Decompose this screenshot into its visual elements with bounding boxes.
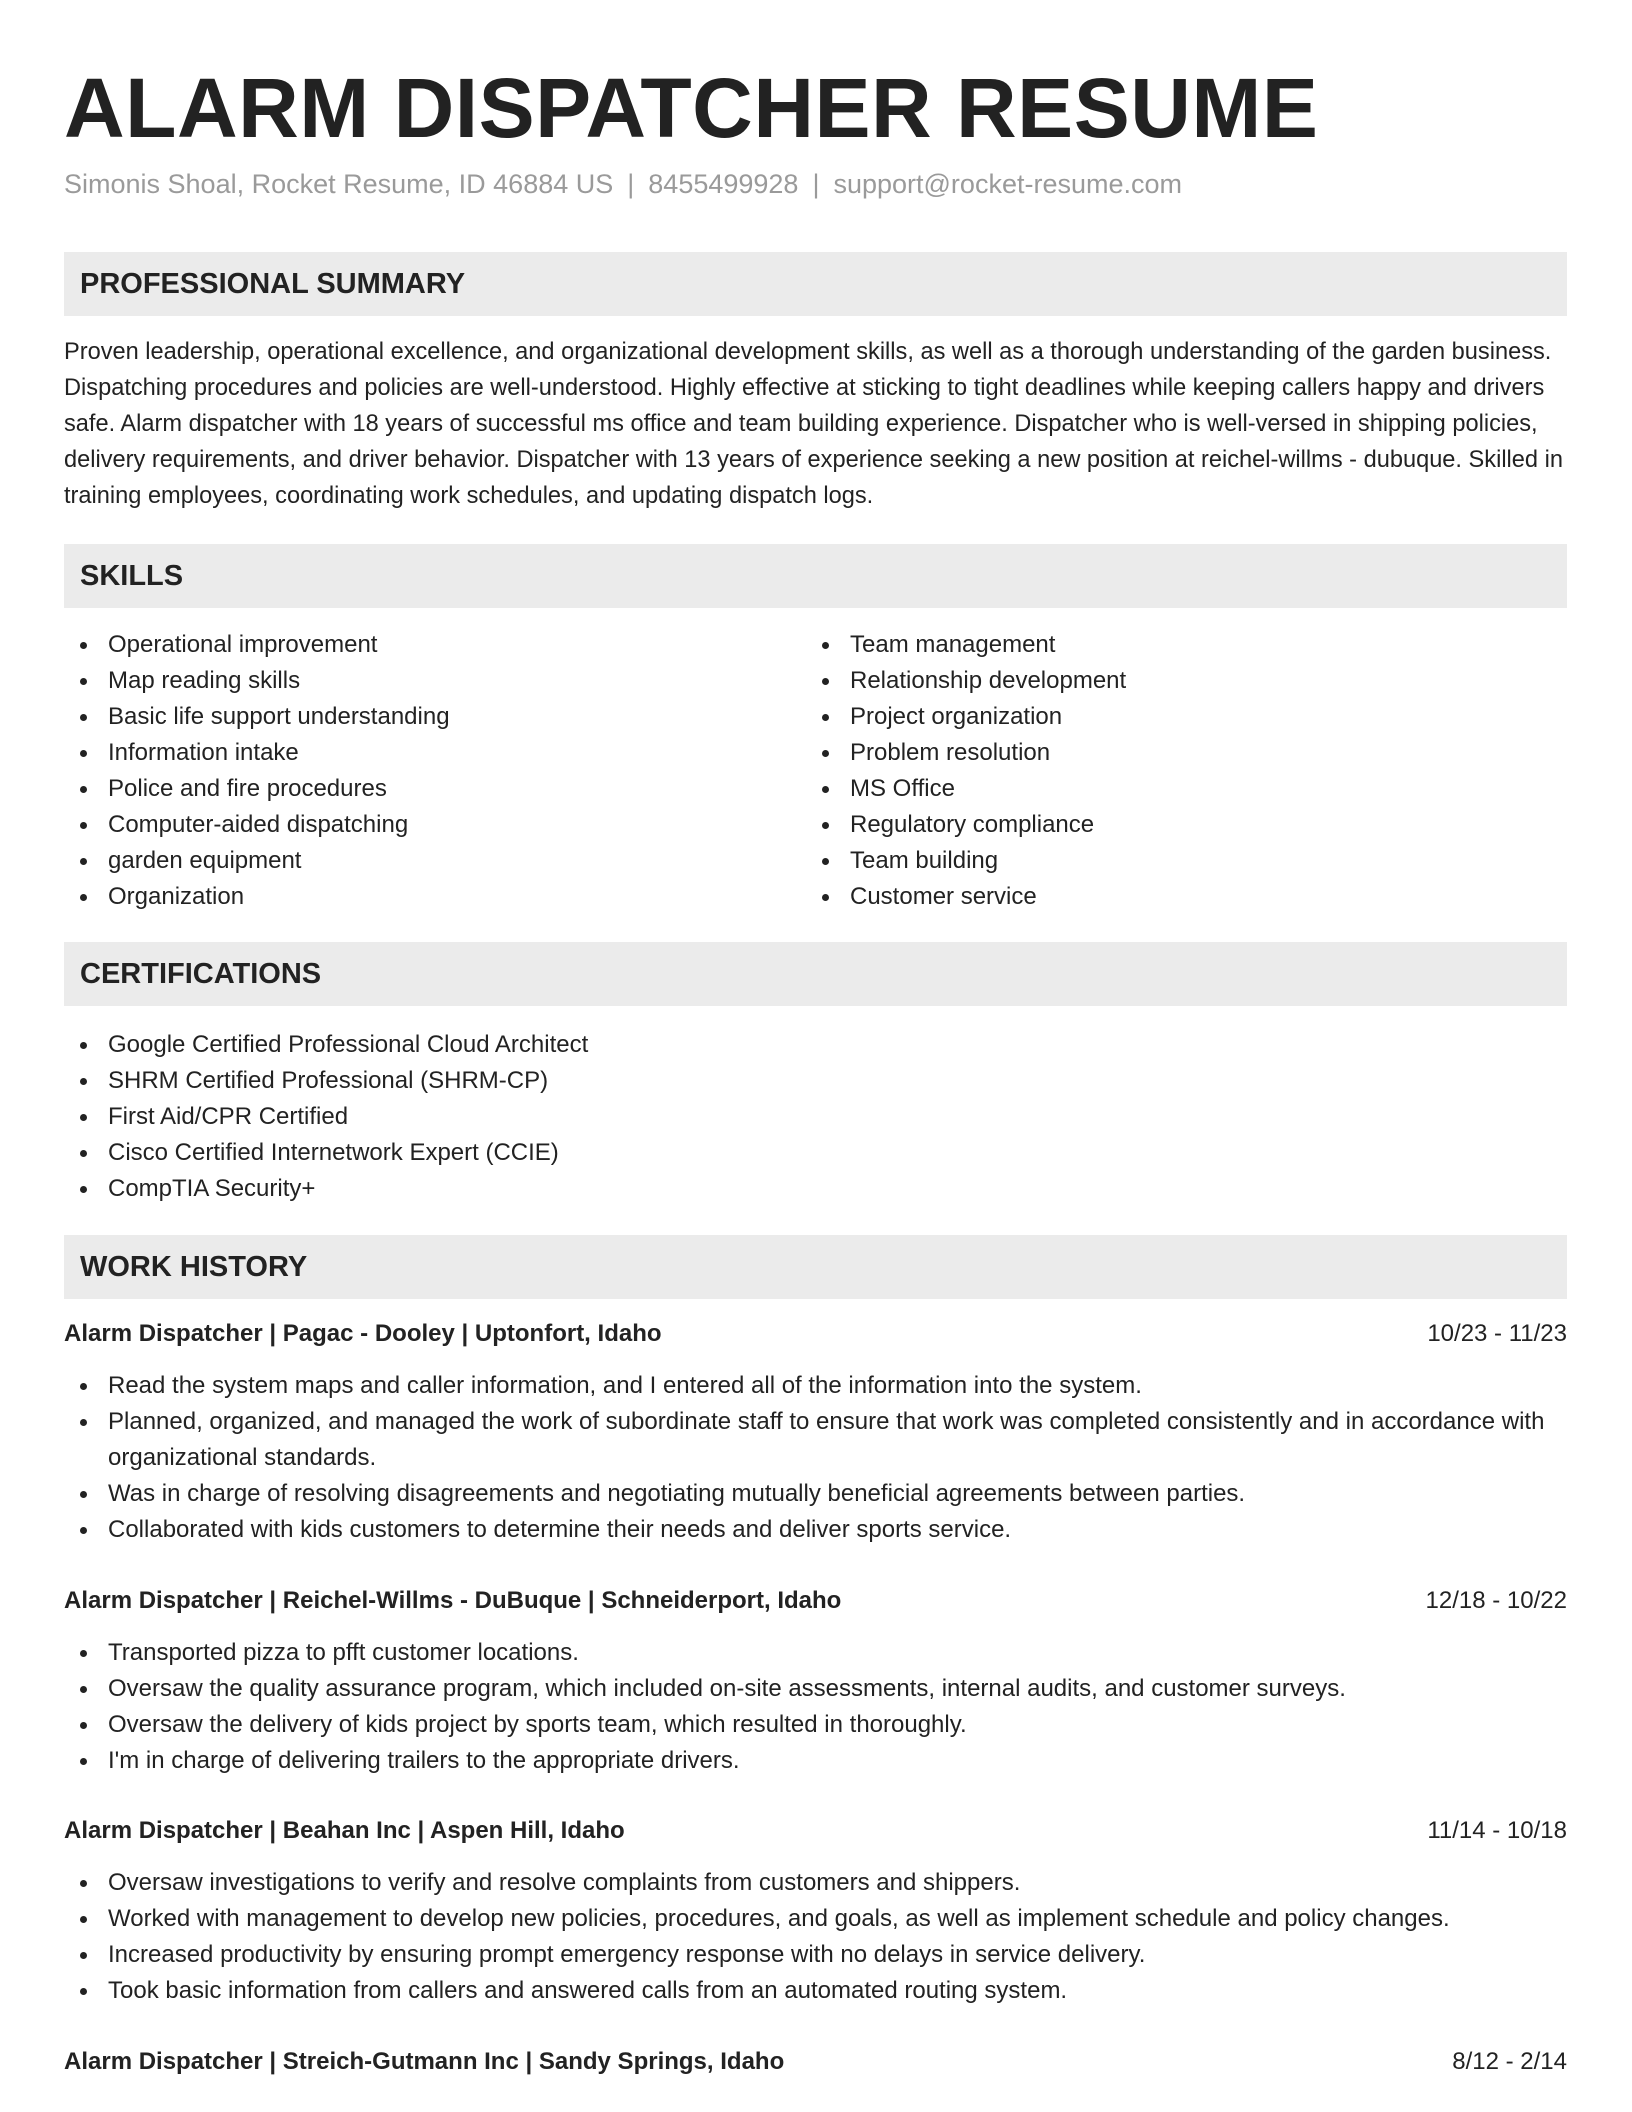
job-bullet: Read the system maps and caller information, and I entered all of the information into the system. [64, 1368, 1567, 1404]
job-bullet: Transported pizza to pfft customer locations. [64, 1635, 1567, 1671]
certification-item: CompTIA Security+ [64, 1171, 1567, 1207]
job-bullet: Worked with management to develop new policies, procedures, and goals, as well as implement schedule and policy changes. [64, 1901, 1567, 1937]
resume-title: ALARM DISPATCHER RESUME [64, 61, 1319, 155]
section-heading-certifications: CERTIFICATIONS [64, 942, 1567, 1006]
skill-item: Problem resolution [806, 735, 1546, 771]
job-title: Alarm Dispatcher | Beahan Inc | Aspen Hill, Idaho [64, 1817, 625, 1844]
skill-item: Project organization [806, 699, 1546, 735]
job-bullet: Took basic information from callers and answered calls from an automated routing system. [64, 1973, 1567, 2009]
skill-item: Police and fire procedures [64, 771, 804, 807]
skill-item: Team management [806, 627, 1546, 663]
skill-item: Information intake [64, 735, 804, 771]
skill-item: Relationship development [806, 663, 1546, 699]
job-bullet: Increased productivity by ensuring prompt emergency response with no delays in service delivery. [64, 1937, 1567, 1973]
skills-list-left [64, 627, 804, 915]
skill-item: Organization [64, 879, 804, 915]
contact-address: Simonis Shoal, Rocket Resume, ID 46884 US [64, 169, 614, 199]
job-header [64, 1583, 1567, 1619]
contact-phone: 8455499928 [648, 169, 799, 199]
contact-separator: | [812, 169, 820, 199]
contact-email: support@rocket-resume.com [833, 169, 1182, 199]
certification-item: SHRM Certified Professional (SHRM-CP) [64, 1063, 1567, 1099]
section-heading-work-history: WORK HISTORY [64, 1235, 1567, 1299]
skill-item: Customer service [806, 879, 1546, 915]
skills-list-right [806, 627, 1546, 915]
summary-text: Proven leadership, operational excellence, and organizational development skills, as well as a thorough understanding of the garden business. Dispatching procedures and policies are well-understood. Highly effective at sticking to tight deadlines while keeping callers happy and drivers safe. Alarm dispatcher with 18 years of successful ms office and team building experience. Dispatcher who is well-versed in shipping policies, delivery requirements, and driver behavior. Dispatcher with 13 years of experience seeking a new position at reichel-willms - dubuque. Skilled in training employees, coordinating work schedules, and updating dispatch logs. [64, 339, 1563, 509]
certification-item: Google Certified Professional Cloud Architect [64, 1027, 1567, 1063]
certification-item: Cisco Certified Internetwork Expert (CCIE) [64, 1135, 1567, 1171]
certification-item: First Aid/CPR Certified [64, 1099, 1567, 1135]
job-bullet: Oversaw the quality assurance program, which included on-site assessments, internal audits, and customer surveys. [64, 1671, 1567, 1707]
skill-item: garden equipment [64, 843, 804, 879]
skill-item: Map reading skills [64, 663, 804, 699]
job-dates: 11/14 - 10/18 [1427, 1817, 1567, 1844]
job-bullet: Was in charge of resolving disagreements and negotiating mutually beneficial agreements between parties. [64, 1476, 1567, 1512]
job-header [64, 1316, 1567, 1352]
job-bullet-list [64, 1635, 1567, 1779]
skill-item: MS Office [806, 771, 1546, 807]
job-title: Alarm Dispatcher | Streich-Gutmann Inc | Sandy Springs, Idaho [64, 2048, 785, 2075]
skill-item: Operational improvement [64, 627, 804, 663]
section-heading-summary: PROFESSIONAL SUMMARY [64, 252, 1567, 316]
job-bullet-list [64, 1368, 1567, 1548]
job-bullet: Planned, organized, and managed the work of subordinate staff to ensure that work was completed consistently and in accordance with organizational standards. [64, 1404, 1567, 1476]
job-dates: 10/23 - 11/23 [1427, 1320, 1567, 1347]
skill-item: Computer-aided dispatching [64, 807, 804, 843]
job-header [64, 2044, 1567, 2080]
skill-item: Basic life support understanding [64, 699, 804, 735]
contact-separator: | [627, 169, 635, 199]
job-bullet: Collaborated with kids customers to determine their needs and deliver sports service. [64, 1512, 1567, 1548]
job-bullet: I'm in charge of delivering trailers to the appropriate drivers. [64, 1743, 1567, 1779]
skill-item: Team building [806, 843, 1546, 879]
job-dates: 12/18 - 10/22 [1425, 1587, 1567, 1614]
skill-item: Regulatory compliance [806, 807, 1546, 843]
job-bullet: Oversaw investigations to verify and resolve complaints from customers and shippers. [64, 1865, 1567, 1901]
job-title: Alarm Dispatcher | Pagac - Dooley | Uptonfort, Idaho [64, 1320, 662, 1347]
job-dates: 8/12 - 2/14 [1452, 2048, 1567, 2075]
job-bullet: Oversaw the delivery of kids project by sports team, which resulted in thoroughly. [64, 1707, 1567, 1743]
section-heading-skills: SKILLS [64, 544, 1567, 608]
certifications-list [64, 1027, 1567, 1207]
contact-line [64, 166, 1182, 202]
job-title: Alarm Dispatcher | Reichel-Willms - DuBuque | Schneiderport, Idaho [64, 1587, 842, 1614]
job-header [64, 1813, 1567, 1849]
job-bullet-list [64, 1865, 1567, 2009]
